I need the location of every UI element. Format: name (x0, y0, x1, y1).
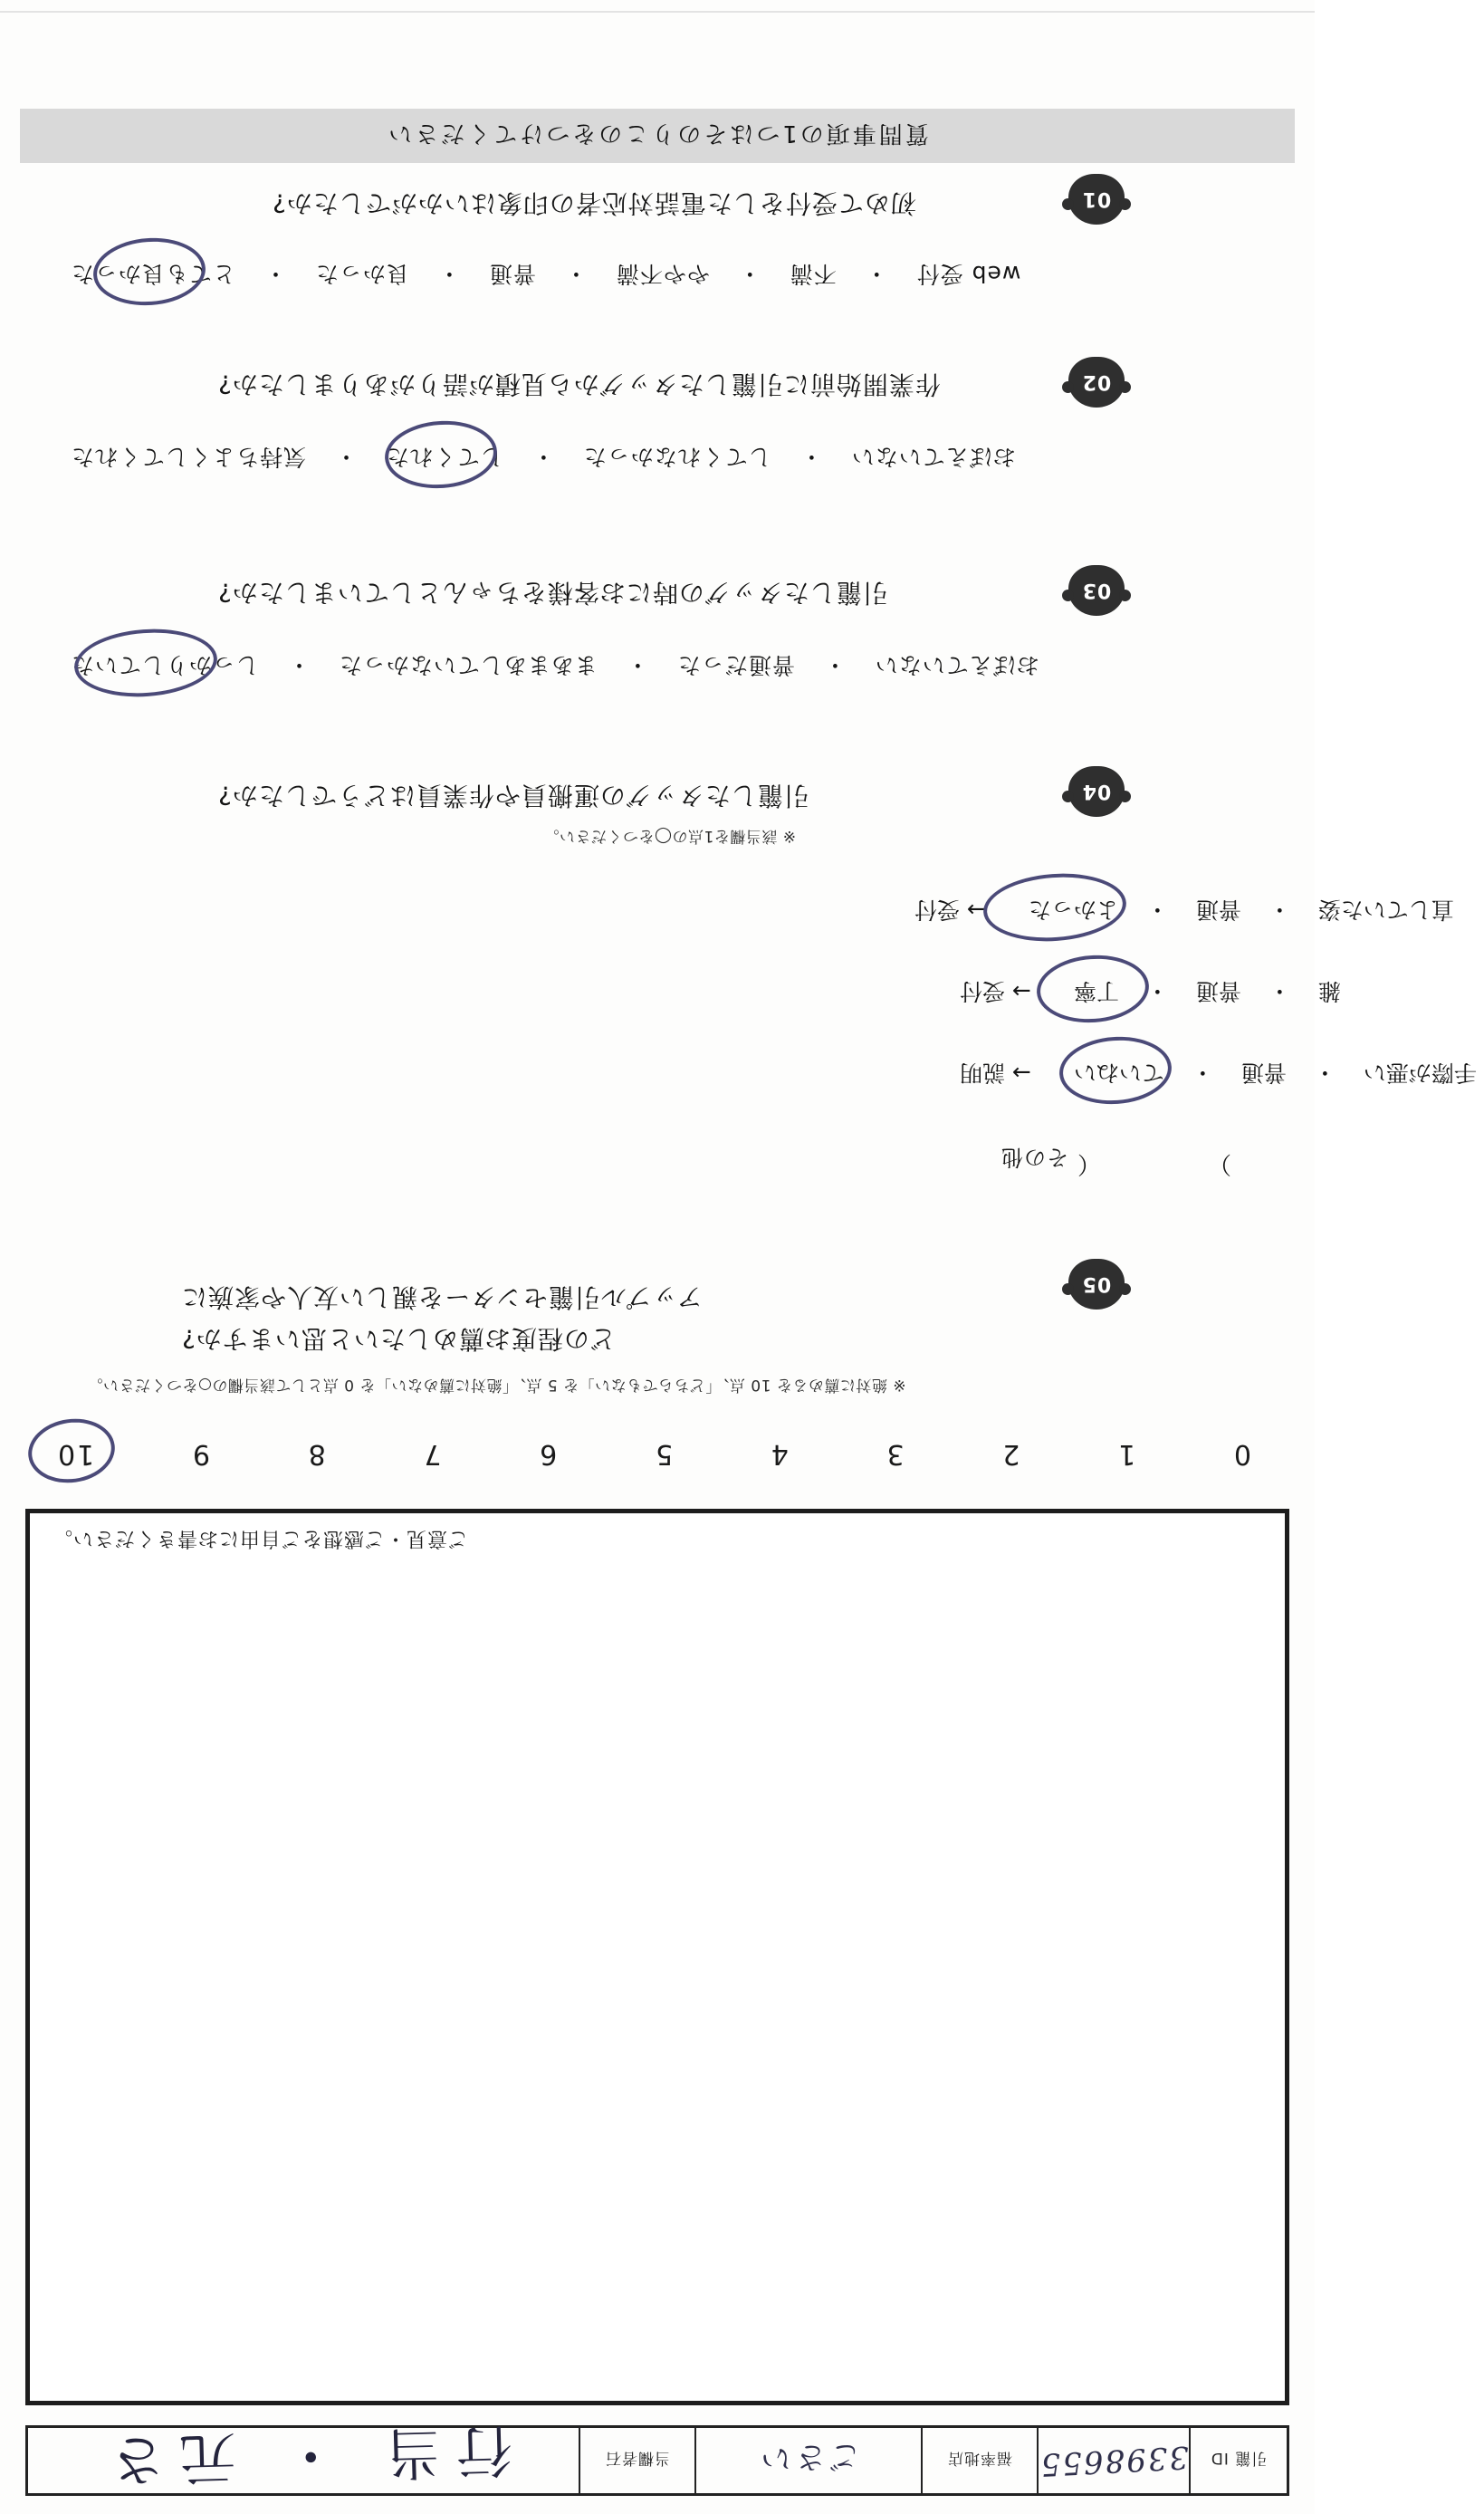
q03-sep-3: ・ (822, 652, 847, 678)
q01-sep-4: ・ (737, 261, 761, 287)
q04-row-1[interactable] (914, 893, 1461, 929)
q04-row-2-option-2[interactable]: 普通 (1195, 978, 1241, 1004)
q03-option-2[interactable]: まあまあしていなかった (338, 652, 598, 678)
q01-title: 初めて受付をした電話対応者の印象はいかがでしたか? (272, 188, 916, 218)
q01-option-3[interactable]: 普通 (488, 261, 536, 287)
q03-options[interactable] (63, 648, 1047, 685)
q04-row-1-lead: 受付 → (914, 897, 986, 923)
q01-option-1[interactable]: とても良かった (63, 257, 243, 293)
page-edge-line (0, 11, 1315, 13)
q05-scale-2[interactable]: 2 (1001, 1438, 1020, 1471)
header-id-label: 引籠 ID (1189, 2428, 1287, 2493)
header-id-value (1037, 2428, 1189, 2493)
q04-other-close-paren: ） (1207, 1150, 1231, 1177)
q05-scale-0[interactable]: 0 (1231, 1438, 1251, 1471)
q04-row-3[interactable] (960, 1056, 1484, 1092)
q02-options[interactable] (63, 440, 1023, 476)
header-name-value (28, 2417, 579, 2495)
q05-scale-4[interactable]: 4 (769, 1438, 789, 1471)
q05-scale-7[interactable]: 7 (422, 1438, 442, 1471)
q05-title-line2: どの程度お薦めしたいと思いますか? (181, 1324, 616, 1354)
q04-row-2-option-1[interactable]: 丁寧 (1067, 974, 1126, 1011)
q03-sep-2: ・ (625, 652, 649, 678)
q05-badge: 05 (1068, 1259, 1125, 1310)
q02-option-3[interactable]: してくれなかった (582, 444, 771, 470)
header-store-handwriting: ごさい (755, 2437, 862, 2478)
q04-row-3-sep-1: ・ (1191, 1060, 1214, 1086)
q04-row-3-option-2[interactable]: 普通 (1240, 1060, 1287, 1086)
header-name-label: 当欄者石 (579, 2428, 694, 2493)
q05-title-line1: アップル引籠センターを親しい友人や家族に (181, 1282, 703, 1312)
comment-box[interactable] (25, 1509, 1289, 2405)
q02-sep-3: ・ (799, 444, 823, 470)
q04-row-1-option-3[interactable]: 直していた姿 (1317, 897, 1454, 923)
q02-option-4[interactable]: おぼえていない (850, 444, 1016, 470)
q04-row-3-lead: 説明 → (960, 1060, 1031, 1086)
q01-badge: 01 (1068, 174, 1125, 225)
instruction-banner-text: 質問事項の1つはそのりこのをつけてください (386, 120, 929, 148)
q01-option-5[interactable]: 不満 (789, 261, 837, 287)
q04-row-3-sep-2: ・ (1313, 1060, 1336, 1086)
q05-scale-3[interactable]: 3 (885, 1438, 905, 1471)
q04-row-2-option-3[interactable]: 雑 (1317, 978, 1341, 1004)
q04-row-2-sep-2: ・ (1268, 978, 1291, 1004)
q01-sep-2: ・ (436, 261, 461, 287)
q04-row-1-sep-1: ・ (1145, 897, 1169, 923)
q05-scale-5[interactable]: 5 (654, 1438, 674, 1471)
q05-scale-6[interactable]: 6 (538, 1438, 558, 1471)
q03-option-4[interactable]: おぼえていない (874, 652, 1039, 678)
q05-scale[interactable] (47, 1427, 1260, 1482)
q01-sep-5: ・ (864, 261, 888, 287)
q02-option-1[interactable]: 気持ちよくしてくれた (71, 444, 307, 470)
q01-sep-3: ・ (563, 261, 588, 287)
q05-scale-9[interactable]: 9 (190, 1438, 210, 1471)
comment-prompt: ご意見・ご感想をご自由にお書きください。 (52, 1527, 469, 1550)
q04-row-1-option-2[interactable]: 普通 (1195, 897, 1241, 923)
q02-title: 作業開始前に引籠したタッグから見積が語りがありましたか? (217, 369, 941, 399)
q01-options[interactable] (63, 257, 1028, 293)
q01-option-6[interactable]: web 受付 (915, 261, 1021, 287)
q05-scale-1[interactable]: 1 (1116, 1438, 1136, 1471)
q04-row-1-sep-2: ・ (1268, 897, 1291, 923)
q04-other-open-paren: （ (1077, 1150, 1102, 1177)
q04-row-3-option-1[interactable]: ていねい (1067, 1056, 1172, 1092)
q05-scale-10[interactable]: 10 (47, 1435, 103, 1474)
q04-badge: 04 (1068, 766, 1125, 817)
q03-option-3[interactable]: 普通だった (676, 652, 795, 678)
q04-note: ※ 該当欄を1点の◯をつください。 (543, 827, 796, 845)
header-table (25, 2417, 1289, 2496)
q01-sep-1: ・ (263, 261, 287, 287)
q04-row-2-lead: 受付 → (960, 978, 1031, 1004)
q01-option-2[interactable]: 良かった (314, 261, 409, 287)
q02-sep-1: ・ (333, 444, 358, 470)
q04-row-2-sep-1: ・ (1145, 978, 1169, 1004)
q02-badge: 02 (1068, 357, 1125, 408)
q05-scale-8[interactable]: 8 (306, 1438, 326, 1471)
q05-note: ※ 絶対に薦めるを 10 点、「どちらでもない」を 5 点、「絶対に薦めない」を 0 点として該当欄の○をつください。 (87, 1376, 906, 1394)
q04-row-3-option-3[interactable]: 手際が悪い (1363, 1060, 1477, 1086)
header-store-value (694, 2428, 921, 2493)
header-store-label: 福率地店 (921, 2428, 1037, 2493)
q04-row-2[interactable] (960, 974, 1348, 1011)
q03-option-1[interactable]: しっかりしていた (63, 648, 266, 685)
q03-sep-1: ・ (286, 652, 311, 678)
q04-row-1-option-1[interactable]: よかった (1021, 893, 1126, 929)
instruction-banner (20, 109, 1295, 163)
q03-title: 引籠したタッグの時にお客様をちゃんとしていましたか? (217, 578, 888, 608)
q02-sep-2: ・ (531, 444, 555, 470)
header-name-handwriting: 行当 ・ 元さ (93, 2417, 513, 2495)
q04-other-label: その他 (1001, 1145, 1068, 1170)
header-id-handwriting: 3398655 (1038, 2438, 1190, 2483)
q02-option-2[interactable]: してくれた (378, 440, 511, 476)
q01-option-4[interactable]: やや不満 (615, 261, 710, 287)
q03-badge: 03 (1068, 565, 1125, 616)
q04-title: 引籠したタッグの運搬員や作業員はどうでしたか? (217, 781, 809, 811)
